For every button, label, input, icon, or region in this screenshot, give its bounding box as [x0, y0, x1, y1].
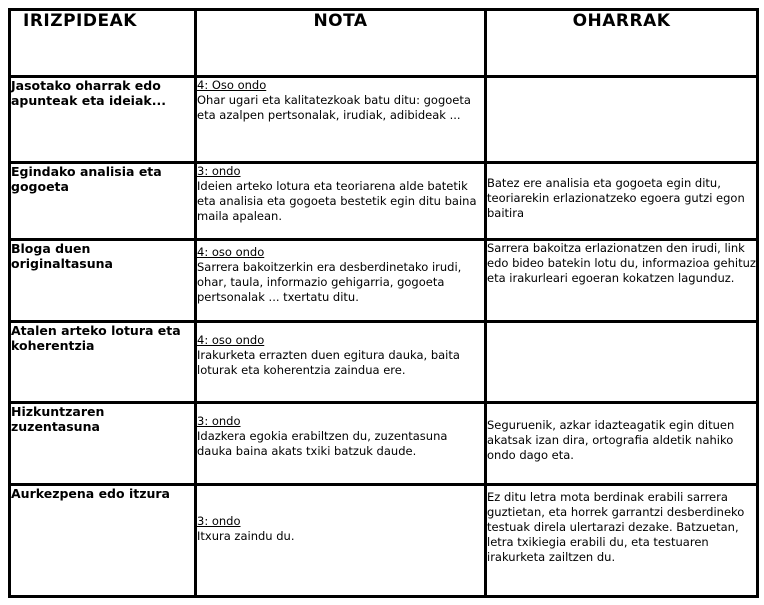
header-grade: NOTA: [196, 10, 486, 77]
grade-cell: [196, 403, 486, 485]
notes-cell: Seguruenik, azkar idazteagatik egin dituen akatsak izan dira, ortografia aldetik nahiko ondo dago eta.: [486, 403, 758, 485]
grade-description: Ohar ugari eta kalitatezkoak batu ditu: gogoeta eta azalpen pertsonalak, irudiak, adibideak ...: [197, 93, 471, 122]
grade-cell: [196, 322, 486, 403]
grade-label: 3: ondo: [197, 164, 241, 178]
header-notes: OHARRAK: [486, 10, 758, 77]
notes-cell: Ez ditu letra mota berdinak erabili sarrera guztietan, eta horrek garrantzi desberdineko testuak direla ulertarazi dezake. Batzuetan, letra txikiegia erabili du, eta testuaren irakurketa zailtzen du.: [486, 485, 758, 597]
table-row: [10, 403, 758, 485]
criterion-cell: Hizkuntzaren zuzentasuna: [10, 403, 196, 485]
header-criteria: IRIZPIDEAK: [10, 10, 196, 77]
grade-description: Idazkera egokia erabiltzen du, zuzentasuna dauka baina akats txiki batzuk daude.: [197, 429, 448, 458]
rubric-table: [8, 8, 759, 598]
grade-description: Ideien arteko lotura eta teoriarena alde batetik eta analisia eta gogoeta bestetik egin ditu baina maila apalean.: [197, 179, 477, 223]
grade-label: 3: ondo: [197, 414, 241, 428]
grade-description: Sarrera bakoitzerkin era desberdinetako irudi, ohar, taula, informazio gehigarria, gogoeta pertsonalak ... txertatu ditu.: [197, 260, 462, 304]
grade-description: Irakurketa errazten duen egitura dauka, baita loturak eta koherentzia zaindua ere.: [197, 348, 460, 377]
table-row: [10, 77, 758, 163]
grade-cell: [196, 240, 486, 322]
notes-cell: Sarrera bakoitza erlazionatzen den irudi, link edo bideo batekin lotu du, informazioa gehituz eta irakurleari egoeran kokatzen lagunduz.: [486, 240, 758, 322]
grade-cell: [196, 485, 486, 597]
grade-label: 3: ondo: [197, 514, 241, 528]
grade-cell: [196, 163, 486, 240]
grade-label: 4: oso ondo: [197, 333, 265, 347]
table-row: [10, 485, 758, 597]
criterion-cell: Jasotako oharrak edo apunteak eta ideiak...: [10, 77, 196, 163]
criterion-cell: Aurkezpena edo itzura: [10, 485, 196, 597]
criterion-cell: Egindako analisia eta gogoeta: [10, 163, 196, 240]
grade-label: 4: Oso ondo: [197, 78, 267, 92]
header-row: [10, 10, 758, 77]
grade-description: Itxura zaindu du.: [197, 529, 295, 543]
criterion-cell: Bloga duen originaltasuna: [10, 240, 196, 322]
notes-cell: [486, 77, 758, 163]
table-row: [10, 240, 758, 322]
notes-cell: [486, 322, 758, 403]
grade-cell: [196, 77, 486, 163]
criterion-cell: Atalen arteko lotura eta koherentzia: [10, 322, 196, 403]
table-row: [10, 163, 758, 240]
grade-label: 4: oso ondo: [197, 245, 265, 259]
table-row: [10, 322, 758, 403]
notes-cell: Batez ere analisia eta gogoeta egin ditu, teoriarekin erlazionatzeko egoera gutzi egon baitira: [486, 163, 758, 240]
